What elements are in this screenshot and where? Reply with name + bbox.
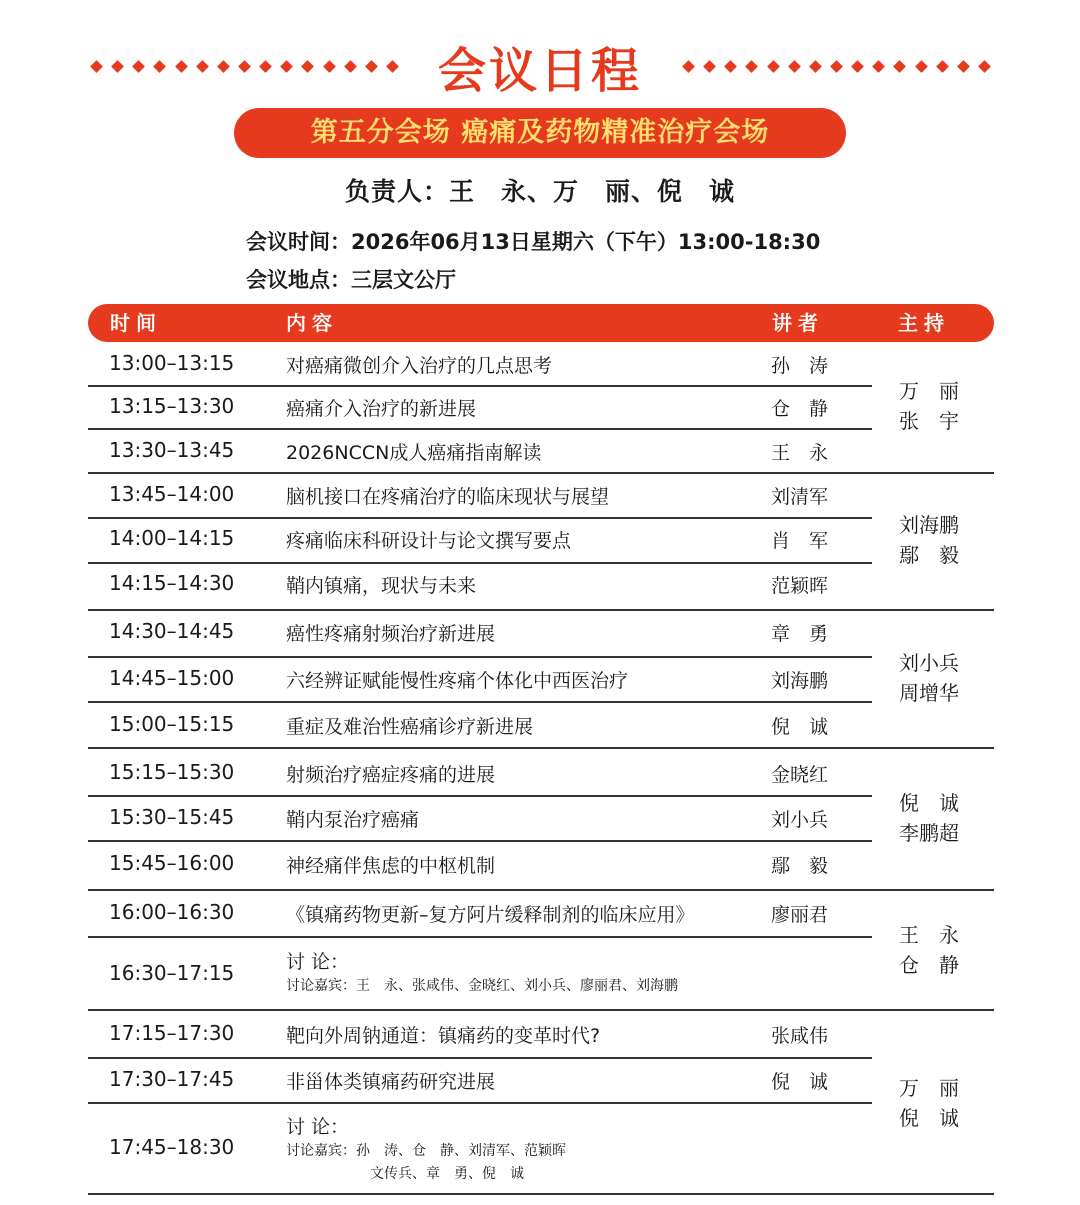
time-cell: 15:15–15:30 <box>109 760 235 784</box>
speaker-cell: 张咸伟 <box>771 1025 829 1047</box>
host-name: 万 丽 <box>899 379 959 403</box>
row-divider <box>88 609 994 611</box>
time-cell: 15:30–15:45 <box>109 805 235 829</box>
content-cell: 2026NCCN成人癌痛指南解读 <box>286 442 542 464</box>
table-row <box>88 1017 872 1055</box>
venue-banner: 第五分会场 癌痛及药物精准治疗会场 <box>234 108 846 158</box>
leaders-line: 负责人：王 永、万 丽、倪 诚 <box>344 177 735 206</box>
host-cell <box>899 510 969 570</box>
host-name: 刘小兵 <box>899 651 959 675</box>
table-row <box>88 662 872 700</box>
discussion-guests: 讨论嘉宾：王 永、张咸伟、金晓红、刘小兵、廖丽君、刘海鹏 <box>286 978 678 994</box>
column-header-content: 内容 <box>286 311 338 335</box>
time-cell: 13:00–13:15 <box>109 351 235 375</box>
speaker-cell: 肖 军 <box>771 530 829 552</box>
time-cell: 15:45–16:00 <box>109 851 235 875</box>
table-row <box>88 801 872 839</box>
table-header <box>88 304 994 342</box>
time-cell: 14:30–14:45 <box>109 619 235 643</box>
time-cell: 14:00–14:15 <box>109 526 235 550</box>
time-cell: 15:00–15:15 <box>109 712 235 736</box>
time-cell: 13:30–13:45 <box>109 438 235 462</box>
speaker-cell: 章 勇 <box>771 623 829 645</box>
row-divider <box>88 701 872 703</box>
content-cell: 《镇痛药物更新–复方阿片缓释制剂的临床应用》 <box>286 904 695 926</box>
content-cell: 靶向外周钠通道：镇痛药的变革时代? <box>286 1025 601 1047</box>
page-title: 会议日程 <box>437 43 642 99</box>
time-cell: 16:30–17:15 <box>109 961 235 985</box>
table-row <box>88 708 872 746</box>
time-cell: 14:15–14:30 <box>109 571 235 595</box>
row-divider <box>88 517 872 519</box>
row-divider <box>88 385 872 387</box>
diamond-dot <box>851 60 864 73</box>
content-cell: 癌痛介入治疗的新进展 <box>286 398 477 420</box>
table-row <box>88 756 872 794</box>
speaker-cell: 孙 涛 <box>771 355 829 377</box>
speaker-cell: 刘小兵 <box>771 809 829 831</box>
row-divider <box>88 656 872 658</box>
diamond-dot <box>767 60 780 73</box>
row-divider <box>88 889 994 891</box>
diamond-dot <box>724 60 737 73</box>
host-cell <box>899 376 969 436</box>
meeting-time: 会议时间：2026年06月13日星期六（下午）13:00-18:30 <box>246 230 821 254</box>
diamond-dot <box>788 60 801 73</box>
row-divider <box>88 747 994 749</box>
diamond-dot <box>936 60 949 73</box>
content-cell: 神经痛伴焦虑的中枢机制 <box>286 855 496 877</box>
content-cell: 鞘内泵治疗癌痛 <box>286 809 420 831</box>
time-cell: 13:15–13:30 <box>109 394 235 418</box>
host-name: 李鹏超 <box>899 821 959 845</box>
diamond-dot <box>830 60 843 73</box>
row-divider <box>88 1009 994 1011</box>
diamond-dot <box>957 60 970 73</box>
column-header-speaker: 讲者 <box>772 311 824 335</box>
decorative-dots-right <box>684 60 989 74</box>
speaker-cell: 仓 静 <box>771 398 829 420</box>
row-divider <box>88 472 994 474</box>
content-cell: 癌性疼痛射频治疗新进展 <box>286 623 496 645</box>
discussion-guests-cont: 文传兵、章 勇、倪 诚 <box>370 1166 524 1182</box>
time-cell: 14:45–15:00 <box>109 666 235 690</box>
table-row <box>88 945 872 1001</box>
diamond-dot <box>682 60 695 73</box>
table-row <box>88 478 872 516</box>
diamond-dot <box>915 60 928 73</box>
diamond-dot <box>978 60 991 73</box>
host-cell <box>899 1073 969 1133</box>
row-divider <box>88 936 872 938</box>
row-divider <box>88 428 872 430</box>
host-name: 王 永 <box>899 923 959 947</box>
content-cell: 非甾体类镇痛药研究进展 <box>286 1071 496 1093</box>
time-cell: 16:00–16:30 <box>109 900 235 924</box>
diamond-dot <box>894 60 907 73</box>
host-cell <box>899 920 969 980</box>
diamond-dot <box>809 60 822 73</box>
time-cell: 13:45–14:00 <box>109 482 235 506</box>
table-row <box>88 1063 872 1101</box>
table-row <box>88 1108 872 1186</box>
row-divider <box>88 795 872 797</box>
content-cell: 鞘内镇痛，现状与未来 <box>286 575 477 597</box>
discussion-title: 讨 论： <box>286 1116 350 1138</box>
table-row <box>88 347 872 385</box>
speaker-cell: 金晓红 <box>771 764 829 786</box>
content-cell: 脑机接口在疼痛治疗的临床现状与展望 <box>286 486 610 508</box>
column-header-host: 主持 <box>898 311 950 335</box>
host-name: 张 宇 <box>899 409 959 433</box>
speaker-cell: 廖丽君 <box>771 904 829 926</box>
discussion-guests: 讨论嘉宾：孙 涛、仓 静、刘清军、范颖晖 <box>286 1143 566 1159</box>
host-name: 倪 诚 <box>899 1106 959 1130</box>
row-divider <box>88 562 872 564</box>
row-divider <box>88 840 872 842</box>
host-name: 万 丽 <box>899 1076 959 1100</box>
host-cell <box>899 648 969 708</box>
row-divider <box>88 1193 994 1195</box>
row-divider <box>88 1102 872 1104</box>
content-cell: 对癌痛微创介入治疗的几点思考 <box>286 355 553 377</box>
host-cell <box>899 788 969 848</box>
meeting-place: 会议地点：三层文公厅 <box>246 268 456 292</box>
speaker-cell: 刘清军 <box>771 486 829 508</box>
time-cell: 17:30–17:45 <box>109 1067 235 1091</box>
speaker-cell: 倪 诚 <box>771 1071 829 1093</box>
header <box>0 22 1080 112</box>
host-name: 刘海鹏 <box>899 513 959 537</box>
table-row <box>88 615 872 653</box>
content-cell: 疼痛临床科研设计与论文撰写要点 <box>286 530 572 552</box>
speaker-cell: 倪 诚 <box>771 716 829 738</box>
table-row <box>88 434 872 472</box>
table-row <box>88 522 872 560</box>
speaker-cell: 鄢 毅 <box>771 855 829 877</box>
speaker-cell: 刘海鹏 <box>771 670 829 692</box>
time-cell: 17:15–17:30 <box>109 1021 235 1045</box>
table-row <box>88 847 872 885</box>
table-row <box>88 896 872 934</box>
time-cell: 17:45–18:30 <box>109 1135 235 1159</box>
diamond-dot <box>746 60 759 73</box>
host-name: 倪 诚 <box>899 791 959 815</box>
host-name: 鄢 毅 <box>899 543 959 567</box>
speaker-cell: 范颖晖 <box>771 575 829 597</box>
content-cell: 重症及难治性癌痛诊疗新进展 <box>286 716 534 738</box>
speaker-cell: 王 永 <box>771 442 829 464</box>
discussion-title: 讨 论： <box>286 951 350 973</box>
diamond-dot <box>872 60 885 73</box>
host-name: 周增华 <box>899 681 959 705</box>
host-name: 仓 静 <box>899 953 959 977</box>
row-divider <box>88 1057 872 1059</box>
content-cell: 射频治疗癌症疼痛的进展 <box>286 764 496 786</box>
table-row <box>88 390 872 428</box>
table-row <box>88 567 872 605</box>
column-header-time: 时间 <box>110 311 162 335</box>
content-cell: 六经辨证赋能慢性疼痛个体化中西医治疗 <box>286 670 629 692</box>
diamond-dot <box>703 60 716 73</box>
